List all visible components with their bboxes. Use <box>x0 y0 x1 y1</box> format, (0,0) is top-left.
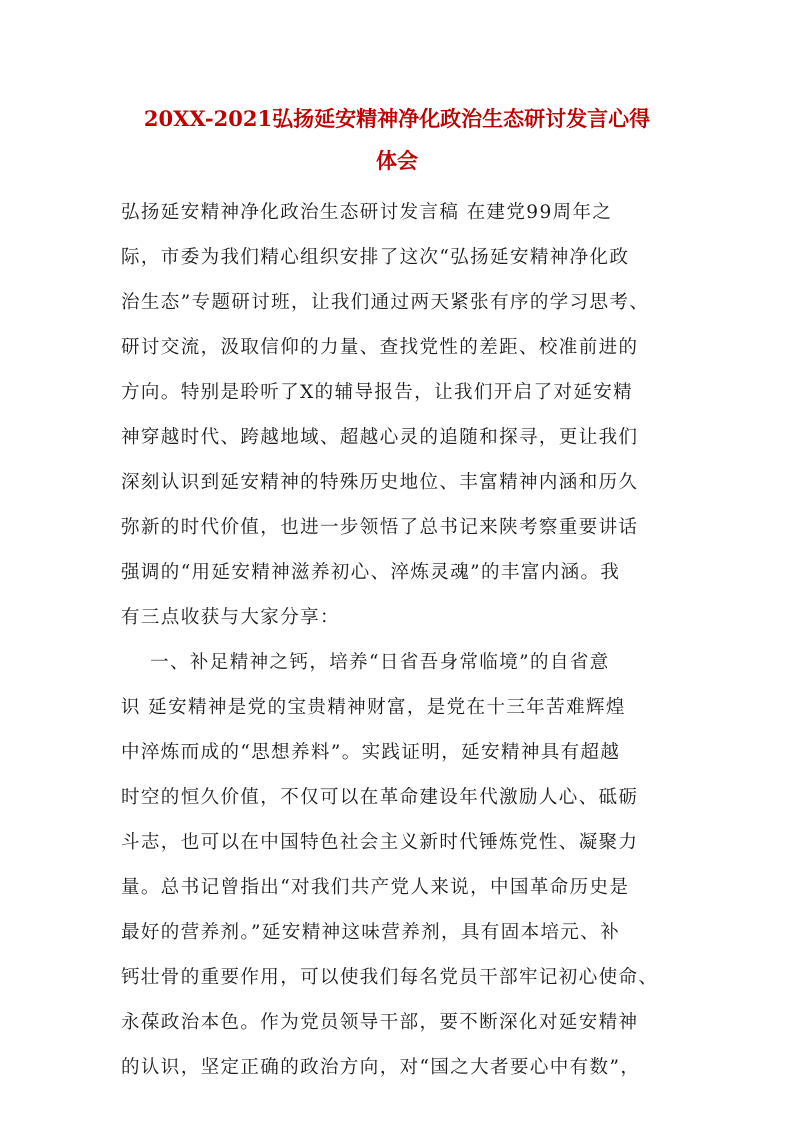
body-line-7: 深刻认识到延安精神的特殊历史地位、丰富精神内涵和历久 <box>121 472 639 493</box>
body-line-10: 有三点收获与大家分享： <box>121 607 340 628</box>
body-line-13: 中淬炼而成的“思想养料”。实践证明，延安精神具有超越 <box>121 742 621 763</box>
body-line-1: 弘扬延安精神净化政治生态研讨发言稿 在建党99周年之 <box>121 202 613 223</box>
body-line-2: 际，市委为我们精心组织安排了这次“弘扬延安精神净化政 <box>121 247 630 268</box>
body-line-8: 弥新的时代价值，也进一步领悟了总书记来陕考察重要讲话 <box>121 517 639 538</box>
body-line-14: 时空的恒久价值，不仅可以在革命建设年代激励人心、砥砺 <box>121 787 639 808</box>
body-line-9: 强调的“用延安精神滋养初心、淬炼灵魂”的丰富内涵。我 <box>121 562 621 583</box>
body-line-6: 神穿越时代、跨越地域、超越心灵的追随和探寻，更让我们 <box>121 427 639 448</box>
body-line-4: 研讨交流，汲取信仰的力量、查找党性的差距、校准前进的 <box>121 337 639 358</box>
body-line-19: 永葆政治本色。作为党员领导干部，要不断深化对延安精神 <box>121 1012 639 1033</box>
title-line-2: 体会 <box>376 148 418 173</box>
body-line-17: 最好的营养剂。”延安精神这味营养剂，具有固本培元、补 <box>121 922 621 943</box>
body-line-20: 的认识，坚定正确的政治方向，对“国之大者要心中有数”， <box>121 1057 641 1078</box>
body-line-12: 识 延安精神是党的宝贵精神财富，是党在十三年苦难辉煌 <box>121 697 626 718</box>
document-title <box>100 98 694 182</box>
body-line-11: 一、补足精神之钙，培养“日省吾身常临境”的自省意 <box>121 652 610 673</box>
title-line-1: 20XX-2021弘扬延安精神净化政治生态研讨发言心得 <box>143 106 651 131</box>
body-line-15: 斗志，也可以在中国特色社会主义新时代锤炼党性、凝聚力 <box>121 832 639 853</box>
body-line-3: 治生态”专题研讨班，让我们通过两天紧张有序的学习思考、 <box>121 292 650 313</box>
body-line-5: 方向。特别是聆听了X的辅导报告，让我们开启了对延安精 <box>121 382 634 403</box>
body-line-16: 量。总书记曾指出“对我们共产党人来说，中国革命历史是 <box>121 877 630 898</box>
body-line-18: 钙壮骨的重要作用，可以使我们每名党员干部牢记初心使命、 <box>121 967 659 988</box>
